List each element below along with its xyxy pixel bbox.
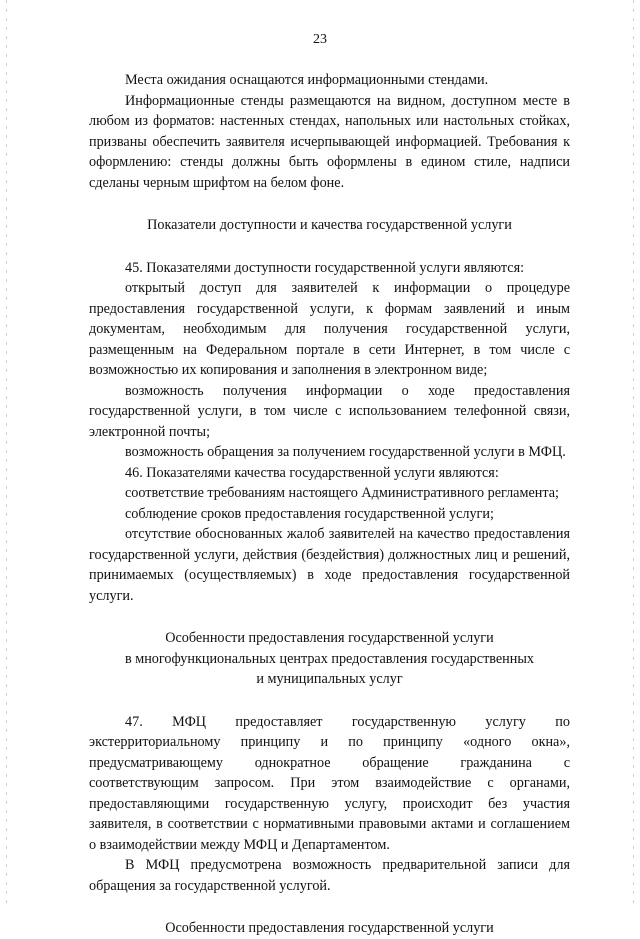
paragraph-compliance: соответствие требованиям настоящего Административного регламента; [125,485,559,501]
paragraph-info-stands: Информационные стенды размещаются на видном, доступном месте в любом из форматов: настенных стендах, напольных или настольных стойках, призваны обеспечить заявителя исчерпывающей информацией. Требования к оформлению: стенды должны быть оформлены в едином стиле, надписи сделаны черным шрифтом на белом фоне. [89,92,570,191]
paragraph-47: 47. МФЦ предоставляет государственную услугу по экстерриториальному принципу и по принципу «одного окна», предусматривающему однократное обращение гражданина с соответствующим запросом. При этом взаимодействие с органами, предоставляющими государственную услугу, происходит без участия заявителя, в соответствии с нормативными правовыми актами и соглашением о взаимодействии между МФЦ и Департаментом. [89,713,570,853]
paragraph-mfc-option: возможность обращения за получением государственной услуги в МФЦ. [125,444,566,460]
paragraph-progress-info: возможность получения информации о ходе предоставления государственной услуги, в том числе с использованием телефонной связи, электронной почты; [89,382,570,440]
page-edge-left [6,0,7,905]
paragraph-45: 45. Показателями доступности государственной услуги являются: [125,259,525,276]
page-number: 23 [313,32,327,47]
document-body [89,70,570,939]
section-heading-accessibility-quality: Показатели доступности и качества государственной услуги [147,217,512,233]
paragraph-preregistration: В МФЦ предусмотрена возможность предварительной записи для обращения за государственной услугой. [89,857,570,894]
paragraph-open-access: открытый доступ для заявителей к информации о процедуре предоставления государственной услуги, к формам заявлений и иным документам, необходимым для получения государственной услуги, размещенным на Федеральном портале в сети Интернет, в том числе с возможностью их копирования и заполнения в электронном виде; [89,280,570,378]
paragraph-waiting-areas: Места ожидания оснащаются информационными стендами. [125,72,489,88]
paragraph-46: 46. Показателями качества государственной услуги являются: [125,464,499,481]
paragraph-no-complaints: отсутствие обоснованных жалоб заявителей на качество предоставления государственной услуги, действия (бездействия) должностных лиц и решений, принимаемых (осуществляемых) в ходе предоставления государственной услуги. [89,526,570,604]
page-edge-right [633,0,634,905]
paragraph-deadlines: соблюдение сроков предоставления государственной услуги; [125,505,494,522]
section-heading-mfc-line-2: в многофункциональных центрах предоставления государственных [124,650,534,667]
section-heading-mfc-line-3: и муниципальных услуг [256,671,403,687]
section-heading-features: Особенности предоставления государственной услуги [165,920,494,936]
section-heading-mfc-line-1: Особенности предоставления государственной услуги [165,630,494,646]
